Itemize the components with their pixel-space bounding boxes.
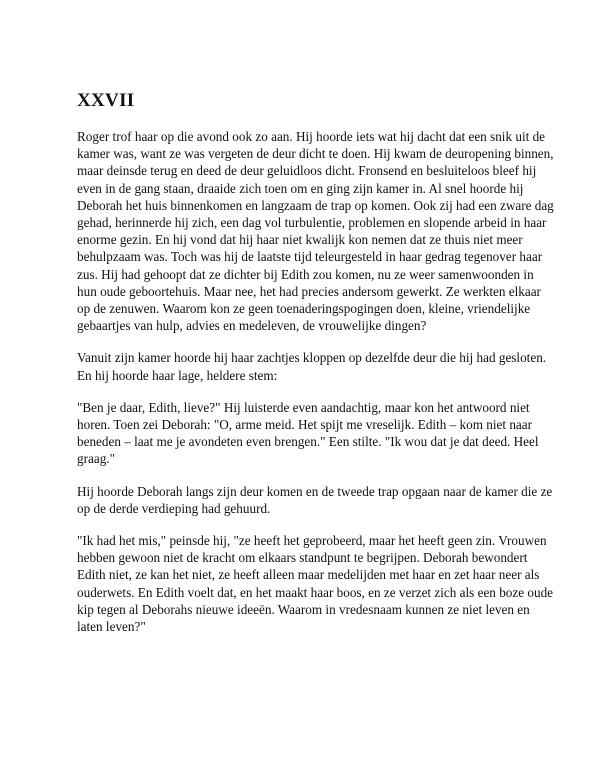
- paragraph-3: "Ben je daar, Edith, lieve?" Hij luisterde even aandachtig, maar kon het antwoord niet horen. Toen zei Deborah: "O, arme meid. Het spijt me vreselijk. Edith – kom niet naar beneden – laat me je avondeten even brengen." Een stilte. "Ik wou dat je dat deed. Heel graag.": [77, 399, 539, 467]
- book-page: [77, 90, 555, 650]
- paragraph-2: Vanuit zijn kamer hoorde hij haar zachtjes kloppen op dezelfde deur die hij had gesloten. En hij hoorde haar lage, heldere stem:: [77, 350, 547, 383]
- paragraph-5: "Ik had het mis," peinsde hij, "ze heeft het geprobeerd, maar het heeft geen zin. Vrouwen hebben gewoon niet de kracht om elkaars standpunt te begrijpen. Deborah bewondert Edith niet, ze kan het niet, ze heeft alleen maar medelijden met haar en zet haar neer als ouderwets. En Edith voelt dat, en het maakt haar boos, en ze verzet zich als een boze oude kip tegen al Deborahs nieuwe ideeën. Waarom in vredesnaam kunnen ze niet leven en laten leven?": [77, 533, 554, 635]
- paragraph-1: Roger trof haar op die avond ook zo aan. Hij hoorde iets wat hij dacht dat een snik uit de kamer was, want ze was vergeten de deur dicht te doen. Hij kwam de deuropening binnen, maar deinsde terug en deed de deur geluidloos dicht. Fronsend en besluiteloos bleef hij even in de gang staan, draaide zich toen om en ging zijn kamer in. Al snel hoorde hij Deborah het huis binnenkomen en langzaam de trap op komen. Ook zij had een zware dag gehad, herinnerde hij zich, een dag vol turbulentie, problemen en slopende arbeid in haar enorme gezin. En hij vond dat hij haar niet kwalijk kon nemen dat ze thuis niet meer behulpzaam was. Toch was hij de laatste tijd teleurgesteld in haar gedrag tegenover haar zus. Hij had gehoopt dat ze dichter bij Edith zou komen, nu ze weer samenwoonden in hun oude geboortehuis. Maar nee, het had precies andersom gewerkt. Ze werkten elkaar op de zenuwen. Waarom kon ze geen toenaderingspogingen doen, kleine, vriendelijke gebaartjes van hulp, advies en medeleven, de vrouwelijke dingen?: [77, 129, 554, 334]
- paragraph-4: Hij hoorde Deborah langs zijn deur komen en de tweede trap opgaan naar de kamer die ze op de derde verdieping had gehuurd.: [77, 483, 553, 516]
- chapter-title: XXVII: [77, 90, 135, 111]
